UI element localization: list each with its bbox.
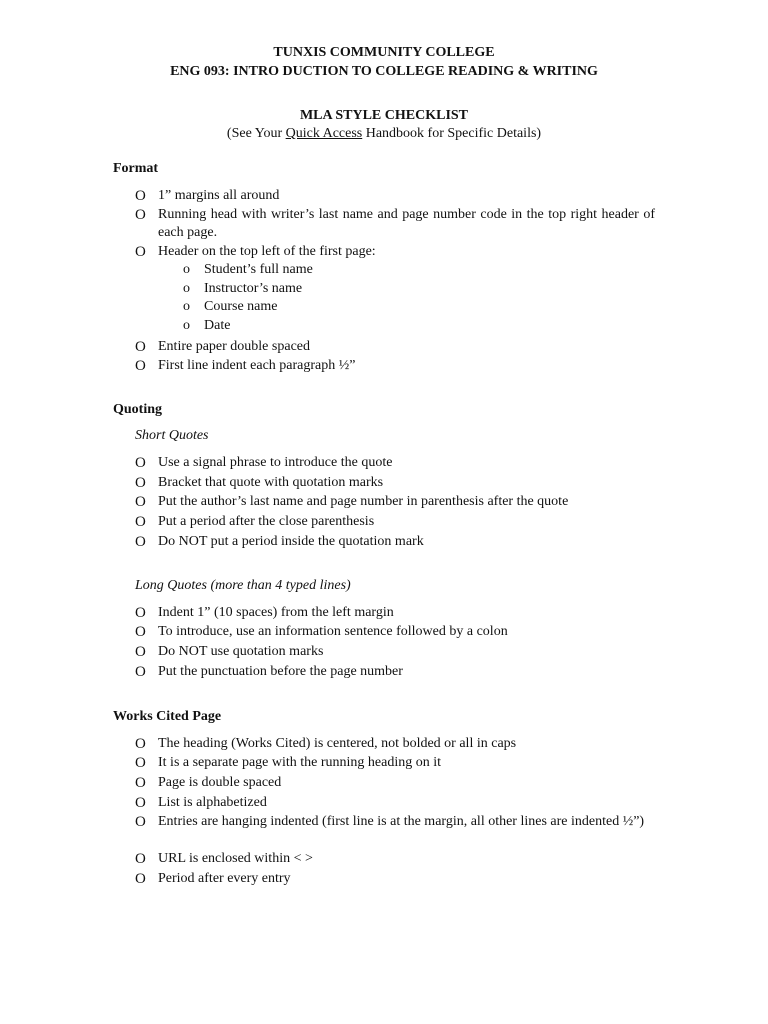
item-text: Do NOT use quotation marks	[158, 644, 324, 659]
checklist-subtitle	[0, 125, 768, 143]
bullet-marker: O	[135, 605, 146, 621]
checklist-item	[135, 643, 655, 661]
bullet-marker: O	[135, 339, 146, 355]
sub-bullet-marker: o	[183, 262, 190, 277]
item-text: Running head with writer’s last name and page number code in the top right header of each page.	[158, 207, 655, 240]
format-heading: Format	[113, 161, 159, 176]
bullet-marker: O	[135, 851, 146, 867]
bullet-marker: O	[135, 736, 146, 752]
sub-list-item	[183, 261, 313, 279]
item-text: Page is double spaced	[158, 775, 282, 790]
checklist-item	[135, 493, 655, 511]
item-text: Put the punctuation before the page number	[158, 664, 403, 679]
item-text: To introduce, use an information sentence followed by a colon	[158, 624, 508, 639]
bullet-marker: O	[135, 775, 146, 791]
bullet-marker: O	[135, 624, 146, 640]
item-text: Header on the top left of the first page:	[158, 244, 376, 259]
item-text: URL is enclosed within < >	[158, 851, 313, 866]
bullet-marker: O	[135, 475, 146, 491]
sub-item-text: Instructor’s name	[204, 281, 303, 296]
subtitle-prefix: (See Your	[226, 126, 286, 141]
checklist-item	[135, 794, 655, 812]
bullet-marker: O	[135, 455, 146, 471]
item-text: Indent 1” (10 spaces) from the left margin	[158, 605, 394, 620]
subtitle-suffix: Handbook for Specific Details)	[362, 126, 542, 141]
checklist-item	[135, 813, 655, 831]
course-title: ENG 093: INTRO DUCTION TO COLLEGE READING & WRITING	[170, 64, 598, 79]
long-quotes-heading: Long Quotes (more than 4 typed lines)	[135, 578, 351, 593]
checklist-item	[135, 870, 655, 888]
item-text: Put the author’s last name and page number in parenthesis after the quote	[158, 494, 569, 509]
sub-list-item	[183, 317, 230, 335]
sub-bullet-marker: o	[183, 318, 190, 333]
bullet-marker: O	[135, 664, 146, 680]
checklist-item	[135, 187, 655, 205]
checklist-item	[135, 206, 655, 242]
item-text: Put a period after the close parenthesis	[158, 514, 375, 529]
checklist-item	[135, 604, 655, 622]
bullet-marker: O	[135, 871, 146, 887]
item-text: Do NOT put a period inside the quotation mark	[158, 534, 424, 549]
checklist-item	[135, 850, 655, 868]
checklist-item	[135, 454, 655, 472]
item-text: List is alphabetized	[158, 795, 267, 810]
works-cited-heading: Works Cited Page	[113, 709, 222, 724]
sub-item-text: Student’s full name	[204, 262, 313, 277]
checklist-item	[135, 623, 655, 641]
item-text: Use a signal phrase to introduce the quote	[158, 455, 393, 470]
college-name: TUNXIS COMMUNITY COLLEGE	[273, 45, 495, 60]
checklist-item	[135, 338, 655, 356]
item-text: It is a separate page with the running heading on it	[158, 755, 442, 770]
bullet-marker: O	[135, 755, 146, 771]
sub-bullet-marker: o	[183, 281, 190, 296]
sub-bullet-marker: o	[183, 299, 190, 314]
checklist-item	[135, 735, 655, 753]
bullet-marker: O	[135, 814, 146, 830]
checklist-item	[135, 474, 655, 492]
bullet-marker: O	[135, 514, 146, 530]
item-text: The heading (Works Cited) is centered, not bolded or all in caps	[158, 736, 517, 751]
item-text: Entire paper double spaced	[158, 339, 310, 354]
sub-item-text: Course name	[204, 299, 278, 314]
item-text: 1” margins all around	[158, 188, 280, 203]
checklist-item	[135, 357, 655, 375]
checklist-item	[135, 513, 655, 531]
quoting-heading: Quoting	[113, 402, 163, 417]
checklist-item	[135, 533, 655, 551]
checklist-item	[135, 774, 655, 792]
checklist-title: MLA STYLE CHECKLIST	[299, 108, 469, 123]
checklist-item	[135, 754, 655, 772]
short-quotes-heading: Short Quotes	[135, 428, 209, 443]
item-text: Period after every entry	[158, 871, 291, 886]
bullet-marker: O	[135, 244, 146, 260]
bullet-marker: O	[135, 358, 146, 374]
item-text: First line indent each paragraph ½”	[158, 358, 356, 373]
handbook-name: Quick Access	[285, 126, 363, 141]
checklist-item	[135, 243, 655, 261]
checklist-item	[135, 663, 655, 681]
bullet-marker: O	[135, 188, 146, 204]
item-text: Entries are hanging indented (first line is at the margin, all other lines are indented ½”)	[158, 814, 645, 829]
bullet-marker: O	[135, 494, 146, 510]
sub-item-text: Date	[204, 318, 231, 333]
bullet-marker: O	[135, 207, 146, 223]
bullet-marker: O	[135, 795, 146, 811]
bullet-marker: O	[135, 644, 146, 660]
bullet-marker: O	[135, 534, 146, 550]
sub-list-item	[183, 298, 277, 316]
item-text: Bracket that quote with quotation marks	[158, 475, 384, 490]
sub-list-item	[183, 280, 302, 298]
